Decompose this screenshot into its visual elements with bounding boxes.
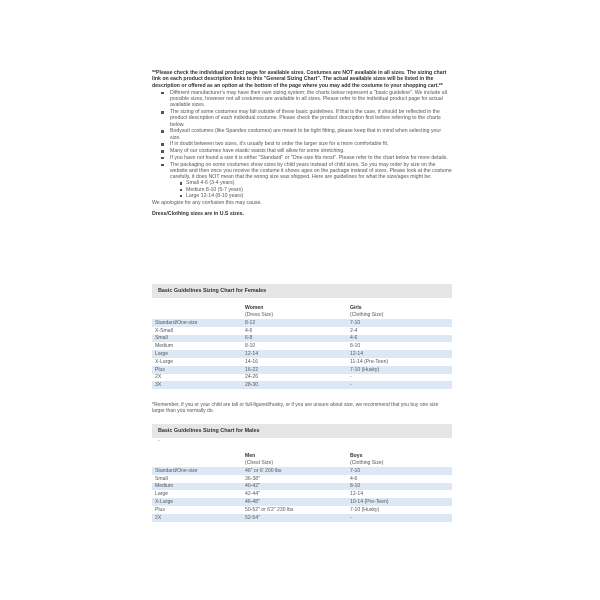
- table-row: [152, 366, 452, 374]
- size-label-cell: X-Small: [155, 327, 173, 334]
- table-header-cell: (Clothing Size): [350, 460, 384, 466]
- table-header-cell: Girls: [350, 304, 362, 311]
- table-header-cell: Women: [245, 304, 264, 311]
- size-value-cell: 12-14: [350, 491, 364, 498]
- size-value-cell: 12-14: [242, 350, 347, 358]
- guideline-item: The sizing of some costumes may fall outside of these basic guidelines. If that is the case, it should be reflected in the product description of each individual costume. Please check the product description first before referring to the charts below.: [170, 109, 452, 128]
- size-label-cell: X-Large: [155, 358, 174, 365]
- size-value-cell: 12-14: [347, 350, 452, 358]
- dress-size-note: Dress/Clothing sizes are in U.S sizes.: [152, 210, 244, 217]
- table-row: [152, 350, 452, 358]
- size-value-cell: 11-14 (Pre-Teen): [350, 358, 389, 365]
- child-size-item: Medium 8-10 (5-7 years): [186, 187, 452, 193]
- size-label-cell: Large: [152, 350, 242, 358]
- table-subheader-row: [152, 459, 452, 467]
- size-value-cell: 4-6: [245, 327, 253, 334]
- guideline-item: Bodysuit costumes (like Spandex costumes) are meant to be tight fitting, please keep that in mind when selecting your size.: [170, 128, 452, 140]
- table-row: [152, 374, 452, 382]
- table-header-row: [152, 304, 452, 311]
- table-header-cell: Men: [245, 452, 256, 459]
- size-value-cell: 42-44": [245, 491, 260, 498]
- table-row: [152, 467, 452, 475]
- table-header-cell: [152, 311, 242, 319]
- guideline-item: Many of our costumes have elastic waists that will allow for some stretching.: [170, 148, 452, 154]
- size-label-cell: 2X: [152, 514, 242, 522]
- child-size-item: Large 12-14 (8-10 years): [186, 193, 452, 199]
- guideline-item: If you have not found a size it is either "Standard" or "One-size fits most". Please refer to the chart below for more details.: [170, 155, 452, 161]
- table-row: [152, 475, 452, 483]
- table-header-cell: (Dress Size): [245, 312, 274, 318]
- size-value-cell: 4-6: [347, 335, 452, 343]
- apology-note: We apologize for any confusion this may cause.: [152, 199, 262, 206]
- dash-mark: -: [158, 438, 160, 444]
- guidelines-list: [152, 90, 452, 199]
- size-value-cell: 7-10: [347, 319, 452, 327]
- size-value-cell: 7-10 (Husky): [347, 366, 452, 374]
- table-row: [152, 514, 452, 522]
- size-value-cell: -: [350, 374, 352, 381]
- table-header-cell: [152, 304, 242, 311]
- size-value-cell: 8-10: [347, 483, 452, 491]
- table-row: [152, 327, 452, 335]
- size-value-cell: 10-14 (Pre-Teen): [347, 498, 452, 506]
- size-label-cell: 2X: [155, 374, 162, 381]
- size-label-cell: Standard/One-size: [152, 319, 242, 327]
- table-row: [152, 358, 452, 366]
- table-subheader-row: [152, 311, 452, 319]
- size-value-cell: 4-6: [350, 475, 358, 482]
- table-row: [152, 319, 452, 327]
- size-value-cell: 16-22: [242, 366, 347, 374]
- size-label-cell: 3X: [152, 381, 242, 389]
- child-size-item: Small 4-6 (3-4 years): [186, 180, 452, 186]
- size-value-cell: 36-38": [245, 475, 260, 482]
- guideline-item: Different manufacturer's may have their own sizing system; the charts below represent a "basic guideline". We include all possible sizes, however not all costumes are available in all sizes. Please refer to the individual product page for actual available sizes.: [170, 90, 452, 109]
- size-value-cell: 7-10: [347, 467, 452, 475]
- table-row: [152, 483, 452, 491]
- size-value-cell: 14-16: [245, 358, 259, 365]
- size-label-cell: Medium: [152, 483, 242, 491]
- size-value-cell: 2-4: [350, 327, 358, 334]
- table-header-cell: [152, 459, 242, 467]
- size-value-cell: -: [347, 514, 452, 522]
- table-row: [152, 498, 452, 506]
- size-value-cell: 46" or 6' 200 lbs: [242, 467, 347, 475]
- table-row: [152, 506, 452, 514]
- guideline-item: If in doubt between two sizes, it's usually best to order the larger size for a more comfortable fit.: [170, 141, 452, 147]
- size-value-cell: 24-26: [245, 374, 259, 381]
- size-label-cell: Medium: [155, 343, 174, 350]
- child-size-list: [170, 180, 452, 199]
- female-chart-title: Basic Guidelines Sizing Chart for Females: [152, 284, 452, 298]
- size-label-cell: Plus: [152, 366, 242, 374]
- size-value-cell: 6-8: [242, 335, 347, 343]
- table-header-cell: Boys: [350, 452, 363, 459]
- size-label-cell: Standard/One-size: [152, 467, 242, 475]
- size-value-cell: 8-12: [242, 319, 347, 327]
- size-label-cell: X-Large: [152, 498, 242, 506]
- female-size-table: [152, 304, 452, 389]
- female-chart-footnote: *Remember, if you or your child are tall or full-figured/husky, or if you are unsure about size, we recommend that you buy one size larger than you normally do.: [152, 402, 439, 414]
- size-value-cell: 8-10: [245, 343, 256, 350]
- size-value-cell: 8-10: [350, 343, 361, 350]
- guideline-item-text: The packaging on some costumes show sizes by child years instead of child sizes. So you may order by size on the website and then once you receive the costume it shows ages on the package instead of sizes. Please look at the costume carefully, it does NOT mean that the wrong size was shipped. Here are guidelines for what the size/ages might be:: [170, 161, 452, 181]
- size-label-cell: Small: [155, 475, 168, 482]
- size-label-cell: Plus: [155, 506, 165, 513]
- size-value-cell: 50-52" or 6'2" 230 lbs: [245, 506, 294, 513]
- size-value-cell: 52-54": [242, 514, 347, 522]
- size-value-cell: 40-42": [242, 483, 347, 491]
- guideline-item: [170, 162, 452, 199]
- table-header-cell: (Clothing Size): [350, 312, 384, 318]
- size-value-cell: 28-30: [242, 381, 347, 389]
- table-header-cell: (Chest Size): [245, 460, 274, 466]
- table-row: [152, 342, 452, 350]
- table-header-cell: [152, 452, 242, 459]
- table-header-row: [152, 452, 452, 459]
- size-value-cell: 46-48": [242, 498, 347, 506]
- table-row: [152, 381, 452, 389]
- male-chart-title: Basic Guidelines Sizing Chart for Males: [152, 424, 452, 438]
- size-label-cell: Small: [152, 335, 242, 343]
- table-row: [152, 335, 452, 343]
- size-value-cell: 7-10 (Husky): [350, 506, 380, 513]
- sizing-guide: [152, 70, 452, 217]
- table-row: [152, 490, 452, 498]
- male-size-table: [152, 452, 452, 522]
- size-label-cell: Large: [155, 491, 169, 498]
- intro-note: **Please check the individual product page for available sizes. Costumes are NOT available in all sizes. The sizing chart link on each product description links to this "General Sizing Chart". The actual available sizes will be listed in the description or offered as an option at the bottom of the page where you may add the costume to your shopping cart.**: [152, 70, 447, 89]
- size-value-cell: -: [347, 381, 452, 389]
